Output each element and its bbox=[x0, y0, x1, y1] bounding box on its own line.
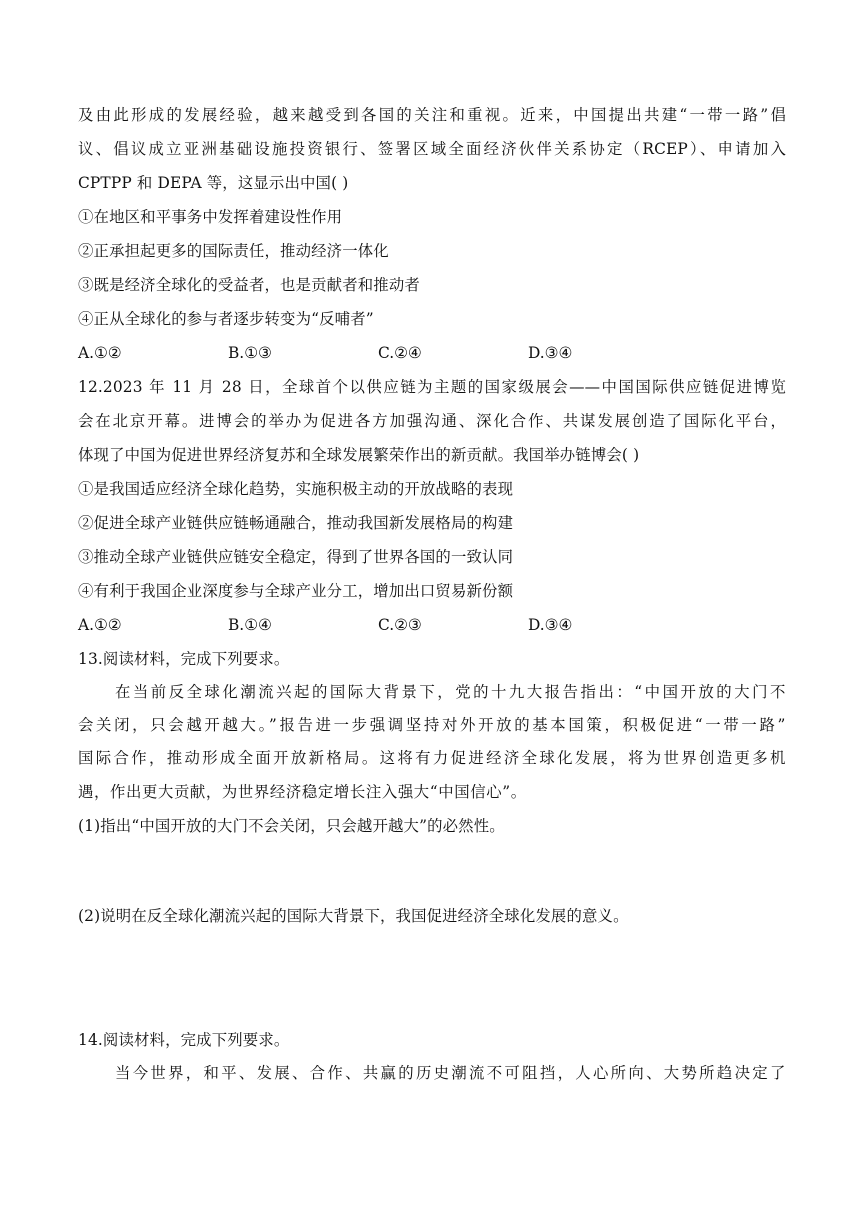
q11-options bbox=[78, 336, 786, 370]
q12-line-2: 会在北京开幕。进博会的举办为促进各方加强沟通、深化合作、共谋发展创造了国际化平台， bbox=[78, 412, 786, 430]
question-13 bbox=[78, 642, 786, 1023]
q12-option-c: C.②③ bbox=[378, 616, 422, 634]
answer-space-2 bbox=[78, 933, 786, 1023]
q12-line-3: 体现了中国为促进世界经济复苏和全球发展繁荣作出的新贡献。我国举办链博会( ) bbox=[78, 446, 640, 464]
q12-statement-3: ③推动全球产业链供应链安全稳定，得到了世界各国的一致认同 bbox=[78, 548, 514, 566]
q11-option-c: C.②④ bbox=[378, 344, 422, 362]
q11-statement-3: ③既是经济全球化的受益者，也是贡献者和推动者 bbox=[78, 276, 420, 294]
q12-statement-1: ①是我国适应经济全球化趋势，实施积极主动的开放战略的表现 bbox=[78, 480, 514, 498]
q12-option-d: D.③④ bbox=[528, 616, 573, 634]
q11-option-a: A.①② bbox=[78, 344, 122, 362]
q13-sub-question-2: (2)说明在反全球化潮流兴起的国际大背景下，我国促进经济全球化发展的意义。 bbox=[78, 907, 629, 925]
q11-statement-1: ①在地区和平事务中发挥着建设性作用 bbox=[78, 208, 343, 226]
q12-option-a: A.①② bbox=[78, 616, 122, 634]
q11-option-b: B.①③ bbox=[228, 344, 272, 362]
question-11 bbox=[78, 98, 786, 370]
q11-line-1: 及由此形成的发展经验，越来越受到各国的关注和重视。近来，中国提出共建“一带一路”倡 bbox=[78, 106, 786, 124]
q11-statement-4: ④正从全球化的参与者逐步转变为“反哺者” bbox=[78, 310, 374, 328]
q12-statement-2: ②促进全球产业链供应链畅通融合，推动我国新发展格局的构建 bbox=[78, 514, 514, 532]
q13-sub-question-1: (1)指出“中国开放的大门不会关闭，只会越开越大”的必然性。 bbox=[78, 817, 505, 835]
q14-material-line-1: 当今世界，和平、发展、合作、共赢的历史潮流不可阻挡，人心所向、大势所趋决定了 bbox=[115, 1064, 786, 1082]
q11-statement-2: ②正承担起更多的国际责任，推动经济一体化 bbox=[78, 242, 389, 260]
q12-statement-4: ④有利于我国企业深度参与全球产业分工，增加出口贸易新份额 bbox=[78, 582, 514, 600]
question-12 bbox=[78, 370, 786, 642]
q13-material-line-4: 遇，作出更大贡献，为世界经济稳定增长注入强大“中国信心”。 bbox=[78, 783, 527, 801]
q11-option-d: D.③④ bbox=[528, 344, 573, 362]
q13-heading: 13.阅读材料，完成下列要求。 bbox=[78, 650, 290, 668]
q11-line-2: 议、倡议成立亚洲基础设施投资银行、签署区域全面经济伙伴关系协定（RCEP）、申请加入 bbox=[78, 140, 786, 158]
answer-space-1 bbox=[78, 843, 786, 899]
q12-option-b: B.①④ bbox=[228, 616, 272, 634]
q11-line-3: CPTPP 和 DEPA 等，这显示出中国( ) bbox=[78, 174, 349, 192]
q12-line-1: 12.2023 年 11 月 28 日，全球首个以供应链为主题的国家级展会——中国国际供应链促进博览 bbox=[78, 378, 786, 396]
question-14 bbox=[78, 1023, 786, 1090]
document-page bbox=[78, 98, 786, 1090]
q14-heading: 14.阅读材料，完成下列要求。 bbox=[78, 1031, 290, 1049]
q13-material-line-3: 国际合作，推动形成全面开放新格局。这将有力促进经济全球化发展，将为世界创造更多机 bbox=[78, 749, 786, 767]
q12-options bbox=[78, 608, 786, 642]
q13-material-line-1: 在当前反全球化潮流兴起的国际大背景下，党的十九大报告指出：“中国开放的大门不 bbox=[115, 683, 786, 701]
q13-material-line-2: 会关闭，只会越开越大。”报告进一步强调坚持对外开放的基本国策，积极促进“一带一路” bbox=[78, 716, 786, 734]
